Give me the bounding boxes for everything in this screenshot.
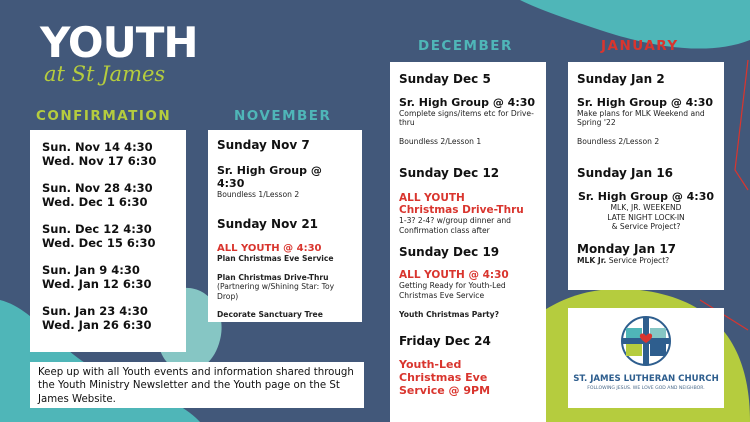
event-day: Sunday Dec 19 [399,245,500,260]
confirmation-date: Sun. Nov 28 4:30 [42,181,153,195]
event-title: Christmas Drive-Thru [399,204,524,217]
confirmation-date: Wed. Jan 26 6:30 [42,318,152,332]
event-day: Monday Jan 17 [577,241,677,256]
event-note: MLK, JR. WEEKEND [610,203,682,213]
event-day: Sunday Jan 16 [577,166,674,181]
confirmation-date: Wed. Jan 12 6:30 [42,277,152,291]
event-lesson: Boundless 2/Lesson 2 [577,136,660,146]
event-all-youth: ALL YOUTH [399,192,465,205]
event-item: Decorate Sanctuary Tree [217,310,323,320]
confirmation-date: Sun. Dec 12 4:30 [42,222,152,236]
church-cross-logo-icon [616,314,676,368]
brand-title: YOUTH [40,18,198,67]
confirmation-date: Wed. Dec 1 6:30 [42,195,148,209]
confirmation-date: Wed. Nov 17 6:30 [42,154,157,168]
church-tagline: FOLLOWING JESUS. WE LOVE GOD AND NEIGHBOR. [587,386,705,391]
event-title: Youth-Led Christmas Eve Service @ 9PM [399,357,491,398]
event-day: Sunday Nov 7 [217,138,310,152]
event-note: LATE NIGHT LOCK-IN [607,212,685,222]
event-note: Service Project? [608,255,670,265]
event-note: Boundless 1/Lesson 2 [217,190,300,199]
church-logo-panel [568,308,724,408]
event-item: Plan Christmas Drive-Thru [217,272,329,282]
event-group: Sr. High Group @ 4:30 [577,190,715,204]
church-name: ST. JAMES LUTHERAN CHURCH [573,374,719,384]
event-note: Getting Ready for Youth-Led Christmas Eve Service [399,281,506,300]
event-lesson: Boundless 2/Lesson 1 [399,136,482,146]
event-note: & Service Project? [611,222,681,232]
event-day: Sunday Jan 2 [577,72,665,86]
confirmation-date: Sun. Nov 14 4:30 [42,140,153,154]
event-item: Youth Christmas Party? [399,310,499,320]
event-note-line [577,256,715,265]
event-item: Plan Christmas Eve Service [217,254,334,264]
event-day: Friday Dec 24 [399,333,491,348]
event-note: Make plans for MLK Weekend and Spring '22 [577,109,705,128]
event-group: Sr. High Group @ 4:30 [399,96,536,109]
event-label: MLK Jr. [577,255,607,265]
january-heading: JANUARY [601,38,679,54]
newsletter-note: Keep up with all Youth events and information shared through the Youth Ministry Newsletter and the Youth page on the St James Website. [30,362,364,408]
confirmation-heading: CONFIRMATION [36,108,172,124]
event-note: 1-3? 2-4? w/group dinner and Confirmation class after [399,216,511,235]
event-all-youth: ALL YOUTH @ 4:30 [217,243,322,255]
confirmation-date: Sun. Jan 9 4:30 [42,263,140,277]
confirmation-date: Wed. Dec 15 6:30 [42,236,156,250]
event-day: Sunday Dec 12 [399,166,500,181]
brand-subtitle: at St James [44,62,166,86]
january-panel [568,62,724,290]
confirmation-panel [30,130,186,352]
event-note: Complete signs/items etc for Drive-thru [399,109,534,128]
november-panel [208,130,362,322]
confirmation-date: Sun. Jan 23 4:30 [42,304,148,318]
event-group: Sr. High Group @ 4:30 [217,164,322,190]
december-heading: DECEMBER [418,38,513,54]
december-panel [390,62,546,422]
event-note: (Partnering w/Shining Star: Toy Drop) [217,282,335,301]
november-heading: NOVEMBER [234,108,332,124]
event-day: Sunday Nov 21 [217,217,319,232]
event-day: Sunday Dec 5 [399,72,491,86]
event-all-youth: ALL YOUTH @ 4:30 [399,269,509,282]
event-group: Sr. High Group @ 4:30 [577,96,714,109]
